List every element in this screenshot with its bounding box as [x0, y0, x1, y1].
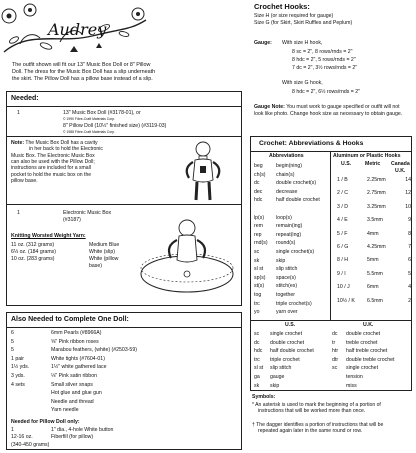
us-term: sk: [254, 382, 260, 389]
hook-metric: 4mm: [367, 230, 379, 237]
list-item: [11, 407, 79, 414]
needed-note-line: pocket to hold the music box on the: [11, 171, 92, 178]
abbr-row: [254, 215, 292, 222]
needed-note: [11, 140, 169, 185]
abbreviations-heading: Crochet: Abbreviations & Hooks: [259, 140, 364, 147]
abbr-meaning: yarn over: [276, 309, 298, 316]
hook-us: 2 / C: [337, 190, 348, 197]
us-term: sl st: [254, 365, 264, 372]
usuk-row: [254, 348, 387, 355]
abbr-meaning: single crochet(s): [276, 249, 315, 255]
hook-row: [331, 177, 411, 184]
hook-us: 6 / G: [337, 244, 349, 250]
symbols-line: instructions that will be worked more than once.: [258, 408, 366, 415]
abbr-term: yo: [254, 309, 260, 316]
symbols-line: * An asterisk is used to mark the beginning of a portion of: [252, 402, 381, 408]
needed-copyright: © 1988 Fibre-Craft Materials Corp.: [63, 130, 116, 134]
also-needed-heading: Also Needed to Complete One Doll:: [11, 316, 129, 323]
abbr-term: sk: [254, 257, 260, 264]
item-qty: 12-16 oz.: [11, 434, 33, 441]
hook-us: 1 / B: [337, 177, 348, 183]
needed-note-label: Note:: [11, 140, 25, 146]
item-text: Small silver snaps: [51, 381, 93, 388]
music-box-item: Electronic Music Box: [63, 210, 112, 216]
gauge-note-label: Gauge Note:: [254, 104, 285, 110]
abbr-term: rem: [254, 223, 263, 230]
yarn-amount: 10 oz. (283 grams): [11, 256, 55, 262]
abbr-meaning: slip stitch: [276, 266, 298, 273]
hook-canada-uk: 4: [408, 284, 411, 291]
list-item: [11, 364, 106, 371]
list-item: [11, 382, 93, 389]
intro-text: [12, 62, 237, 82]
us-term: hdc: [254, 348, 263, 355]
hook-row: [331, 244, 411, 251]
abbreviations-box: [250, 136, 412, 391]
list-item: [11, 347, 137, 354]
needed-qty: 1: [17, 110, 20, 116]
needed-note-line: The Music Box Doll has a cavity: [25, 140, 98, 146]
symbols-heading: Symbols:: [252, 394, 276, 400]
item-text: Needle and thread: [51, 398, 94, 405]
needed-note-line: can also be used with the Pillow Doll;: [11, 159, 95, 166]
yarn-heading: Knitting Worsted Weight Yarn:: [11, 233, 86, 239]
item-text: 6mm Pearls (#8966A): [51, 330, 102, 336]
abbr-row: [254, 283, 297, 290]
usuk-row: [254, 340, 377, 347]
hook-metric: 3.25mm: [367, 203, 386, 210]
item-text: ⅛" Pink satin ribbon: [51, 373, 97, 379]
hook-canada-uk: 14: [405, 177, 411, 183]
uk-term: dtr: [332, 356, 339, 363]
gauge-note-line: look like photo. Change hook size as necessary to obtain gauge.: [254, 110, 403, 117]
abbr-meaning: remain(ing): [276, 223, 303, 230]
crochet-hooks-heading: Crochet Hooks:: [254, 2, 310, 11]
usuk-row: [254, 331, 380, 338]
also-needed-box: [6, 312, 242, 450]
item-text: Marabou feathers, (white) (#2503-59): [51, 347, 137, 354]
music-box-qty: 1: [17, 210, 20, 216]
music-box-code: (#3187): [63, 217, 81, 223]
uk-term: htr: [332, 348, 339, 355]
hook-row: [331, 231, 411, 238]
list-item: [11, 442, 51, 449]
hook-metric: 2.75mm: [367, 190, 386, 197]
abbr-term: sc: [254, 249, 260, 255]
needed-heading: Needed:: [11, 95, 39, 102]
abbr-row: [254, 163, 302, 170]
abbr-meaning: together: [276, 292, 296, 298]
gauge-line: 8 hdc = 2", 6½ rows/rnds = 2": [292, 89, 360, 95]
hooks-col-header: Aluminum or Plastic Hooks: [333, 153, 401, 159]
intro-line: The outfit shown will fit our 13" Music Box Doll or 8" Pillow: [12, 62, 151, 68]
abbr-meaning: triple crochet(s): [276, 300, 312, 307]
gauge-g-hook: With size G hook,: [282, 80, 323, 86]
list-item: [11, 356, 105, 363]
abbr-meaning: skip: [276, 257, 286, 264]
abbr-col-header: Abbreviations: [269, 153, 304, 159]
usuk-uk-header: U.K.: [363, 322, 374, 328]
uk-meaning: treble crochet: [346, 339, 378, 346]
abbr-term: trc: [254, 300, 260, 307]
us-term: ga: [254, 374, 260, 380]
usuk-row: [254, 357, 394, 364]
item-qty: 1: [11, 427, 14, 433]
abbr-meaning: loop(s): [276, 214, 292, 221]
uk-col-header: U.K.: [395, 168, 406, 174]
item-qty: 4 sets: [11, 381, 25, 388]
item-qty: (340-450 grams): [11, 441, 50, 448]
usuk-row: [254, 365, 378, 372]
abbr-term: sp(s): [254, 274, 266, 281]
uk-meaning: tension: [346, 374, 363, 380]
pillow-heading: Needed for Pillow Doll only:: [11, 419, 80, 425]
yarn-color: base): [89, 263, 102, 269]
uk-meaning: half treble crochet: [346, 348, 388, 355]
abbr-row: [254, 249, 314, 256]
list-item: [11, 330, 101, 337]
hook-canada-uk: 8: [408, 230, 411, 237]
doll-illustration-icon: [171, 140, 235, 202]
yarn-amount: 6⅓ oz. (184 grams): [11, 249, 56, 255]
usuk-row: [254, 374, 363, 381]
uk-term: sc: [332, 365, 338, 372]
item-text: Yarn needle: [51, 407, 79, 414]
us-meaning: single crochet: [270, 331, 303, 337]
us-term: trc: [254, 356, 260, 363]
gauge-line: 8 sc = 2", 8 rows/rnds = 2": [292, 49, 353, 55]
abbr-term: lp(s): [254, 214, 265, 221]
hook-us: 8 / H: [337, 257, 348, 264]
page-title: Audrey: [48, 20, 107, 39]
abbr-row: [254, 301, 312, 308]
abbr-row: [254, 266, 297, 273]
gauge-line: 8 hdc = 2", 5 rows/rnds = 2": [292, 57, 356, 63]
item-text: 1½" white gathered lace: [51, 364, 107, 371]
hook-canada-uk: 2: [408, 297, 411, 304]
list-item: [11, 399, 94, 406]
uk-meaning: double crochet: [346, 331, 381, 337]
us-meaning: gauge: [270, 374, 285, 380]
hook-metric: 3.5mm: [367, 217, 383, 224]
abbr-meaning: begin(ning): [276, 163, 302, 169]
yarn-color: White (pillow: [89, 256, 119, 262]
abbr-term: rnd(s): [254, 240, 268, 247]
abbr-meaning: space(s): [276, 274, 296, 281]
uk-meaning: double treble crochet: [346, 356, 395, 363]
abbr-meaning: repeat(ing): [276, 231, 302, 238]
hook-canada-uk: 7: [408, 244, 411, 250]
abbr-row: [254, 206, 276, 213]
abbr-term: ch(s): [254, 171, 266, 178]
yarn-amount: 11 oz. (312 grams): [11, 242, 55, 248]
needed-box: [6, 91, 242, 306]
hook-us: 3 / D: [337, 203, 348, 210]
abbr-term: dc: [254, 180, 260, 187]
us-term: dc: [254, 339, 260, 346]
hook-canada-uk: 10: [405, 203, 411, 210]
hook-metric: 4.25mm: [367, 244, 386, 250]
hook-metric: 5mm: [367, 257, 379, 264]
hook-row: [331, 271, 411, 278]
abbr-row: [254, 232, 301, 239]
abbr-row: [254, 197, 320, 204]
needed-note-line: in her back to hold the Electronic: [29, 146, 103, 153]
uk-term: tr: [332, 339, 336, 346]
intro-line: the skirt. The Pillow Doll has a pillow base instead of a slip.: [12, 75, 153, 82]
symbols-text: [252, 402, 412, 434]
symbols-line: † The dagger identifies a portion of instructions that will be: [252, 421, 384, 428]
hook-row: [331, 257, 411, 264]
gauge-note-line: You must work to gauge specified or outfit will not: [286, 104, 400, 110]
crochet-hooks-line: Size H (or size required for gauge): [254, 13, 334, 19]
needed-note-line: pillow base.: [11, 178, 38, 185]
hook-metric: 2.25mm: [367, 177, 386, 183]
hook-canada-uk: 5: [408, 270, 411, 277]
item-qty: 1½ yds.: [11, 364, 30, 371]
item-text: Fiberfill (for pillow): [51, 434, 94, 441]
abbr-term: sl st: [254, 266, 264, 273]
abbr-row: [254, 172, 294, 179]
item-text: White tights (#7604-01): [51, 355, 105, 362]
hook-canada-uk: 12: [405, 190, 411, 197]
hook-row: [331, 190, 411, 197]
abbr-row: [254, 258, 285, 265]
abbr-row: [254, 189, 297, 196]
item-qty: 3 yds.: [11, 373, 25, 379]
hook-us: 5 / F: [337, 230, 348, 237]
item-qty: 6: [11, 330, 14, 336]
needed-note-line: instructions are included for a small: [11, 165, 91, 172]
gauge-h-hook: With size H hook,: [282, 40, 323, 46]
abbr-meaning: chain(s): [276, 171, 295, 178]
us-meaning: triple crochet: [270, 356, 300, 363]
us-meaning: half double crochet: [270, 348, 314, 355]
item-qty: 1 pair: [11, 355, 24, 362]
pillow-doll-illustration-icon: [137, 216, 237, 296]
needed-item: 8" Pillow Doll (10½" finished size) (#3119-03): [63, 123, 167, 129]
hook-row: [331, 298, 411, 305]
us-meaning: slip stitch: [270, 365, 292, 372]
hook-row: [331, 204, 411, 211]
abbr-term: hdc: [254, 197, 263, 204]
hook-us: 9 / I: [337, 270, 346, 277]
abbr-meaning: stitch(es): [276, 283, 298, 290]
abbr-row: [254, 275, 296, 282]
list-item: [11, 390, 102, 397]
abbr-row: [254, 309, 298, 316]
usuk-us-header: U.S.: [285, 322, 296, 328]
us-term: sc: [254, 331, 260, 337]
hook-row: [331, 217, 411, 224]
yarn-color: Medium Blue: [89, 242, 120, 248]
uk-term: dc: [332, 331, 338, 337]
symbols-line: repeated again later in the same round or row.: [258, 428, 363, 435]
hook-us: 4 / E: [337, 217, 348, 224]
item-qty: 5: [11, 347, 14, 354]
abbr-row: [254, 292, 295, 299]
gauge-line: 7 dc = 2", 3½ rows/rnds = 2": [292, 65, 358, 71]
item-text: 1" dia., 4-hole White button: [51, 427, 114, 433]
list-item: [11, 427, 113, 434]
hook-row: [331, 284, 411, 291]
needed-item: 13" Music Box Doll (#3178-01), or: [63, 110, 141, 116]
hook-us: 10 / J: [337, 284, 350, 291]
metric-col-header: Metric: [365, 161, 381, 167]
abbr-term: rep: [254, 231, 262, 238]
gauge-label: Gauge:: [254, 40, 272, 46]
item-text: Hot glue and glue gun: [51, 390, 102, 397]
item-qty: 5: [11, 338, 14, 345]
hook-canada-uk: 6: [408, 257, 411, 264]
us-col-header: U.S.: [341, 161, 352, 167]
abbr-term: st(s): [254, 283, 265, 290]
abbr-meaning: double crochet(s): [276, 180, 317, 187]
hook-canada-uk: 9: [408, 217, 411, 224]
canada-col-header: Canada: [391, 161, 410, 167]
abbr-row: [254, 223, 302, 230]
abbr-term: tog: [254, 292, 262, 298]
abbr-meaning: round(s): [276, 240, 296, 247]
list-item: [11, 339, 99, 346]
abbr-row: [254, 180, 316, 187]
needed-note-line: Music Box. The Electronic Music Box: [11, 152, 95, 159]
abbr-meaning: decrease: [276, 188, 298, 195]
hook-us: 10½ / K: [337, 297, 355, 304]
hook-metric: 6mm: [367, 284, 379, 291]
list-item: [11, 434, 93, 441]
item-text: ⅝" Pink ribbon roses: [51, 338, 99, 345]
us-meaning: skip: [270, 382, 280, 389]
needed-copyright: © 1990 Fibre-Craft Materials Corp.: [63, 117, 116, 121]
us-meaning: double crochet: [270, 339, 305, 346]
usuk-row: [254, 383, 357, 390]
intro-line: Doll. The dress for the Music Box Doll has a slip underneath: [12, 68, 156, 75]
abbr-term: dec: [254, 188, 263, 195]
gauge-note: [254, 104, 412, 117]
abbr-term: beg: [254, 163, 263, 169]
hook-metric: 5.5mm: [367, 270, 383, 277]
crochet-hooks-line: Size G (for Skirt, Skirt Ruffles and Peplum): [254, 20, 353, 26]
list-item: [11, 373, 97, 380]
uk-meaning: single crochet: [346, 365, 379, 372]
abbr-meaning: half double crochet: [276, 197, 320, 204]
yarn-color: White (slip): [89, 249, 115, 255]
hook-metric: 6.5mm: [367, 297, 383, 304]
abbr-row: [254, 240, 295, 247]
uk-meaning: miss: [346, 382, 357, 389]
